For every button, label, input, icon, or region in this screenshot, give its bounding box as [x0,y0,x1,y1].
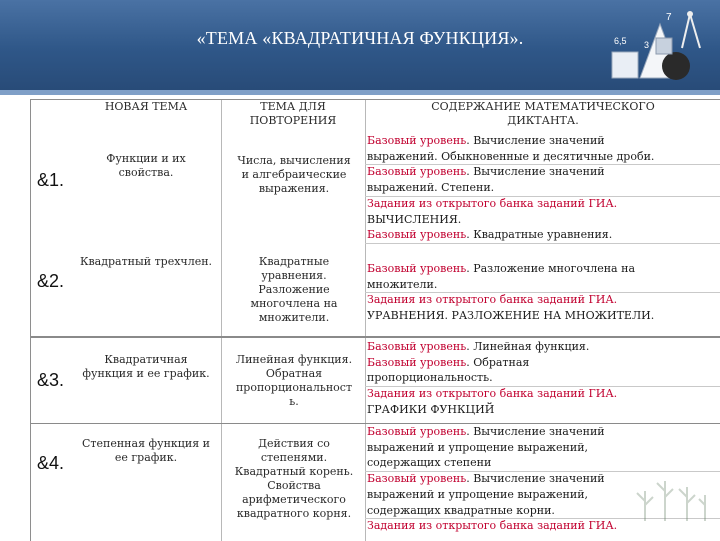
column-divider [365,100,366,541]
topics-table [30,99,720,541]
new-topic-cell: Функции и их свойства. [106,152,186,179]
sub-divider [365,292,720,293]
review-topic-cell: Линейная функция. Обратная пропорциональност ь. [235,353,353,408]
content-cell: Базовый уровень. Разложение многочлена на множители. Задания из открытого банка заданий ГИА. УРАВНЕНИЯ. РАЗЛОЖЕНИЕ НА МНОЖИТЕЛИ. [367,262,655,323]
review-topic-cell: Числа, вычисления и алгебраические выражения. [237,154,351,195]
art-label-c: 3 [644,40,650,50]
geometry-tools-icon [610,4,706,88]
sub-divider [365,196,720,197]
new-topic-cell: Квадратный трехчлен. [79,255,213,268]
title-banner [0,0,720,90]
content-cell: Базовый уровень. Вычисление значений выражений и упрощение выражений, содержащих степени Базовый уровень. Вычисление значений выражений и упрощение выражений, содержащих квадратные корни. Задания из открытого банка заданий ГИА. [367,425,618,533]
content-cell: Базовый уровень. Линейная функция. Базовый уровень. Обратная пропорциональность. Задания из открытого банка заданий ГИА. ГРАФИКИ ФУНКЦИЙ [367,340,618,416]
art-label-a: 7 [666,12,672,23]
column-divider [221,100,222,541]
review-topic-cell: Квадратные уравнения. Разложение многочлена на множители. [250,255,338,324]
sub-divider [365,243,720,244]
row-marker: &1. [37,170,65,190]
review-topic-cell: Действия со степенями. Квадратный корень. Свойства арифметического квадратного корня. [234,437,354,520]
art-label-b: 6,5 [614,36,627,46]
header-review-topic: ТЕМА ДЛЯ ПОВТОРЕНИЯ [249,100,337,127]
row-divider [31,336,720,337]
new-topic-cell: Степенная функция и ее график. [82,437,210,464]
decorative-plants-icon [635,461,715,521]
content-cell: Базовый уровень. Вычисление значений выражений. Обыкновенные и десятичные дроби. Базовый уровень. Вычисление значений выражений. Степени. Задания из открытого банка заданий ГИА. ВЫЧИСЛЕНИЯ. Базовый уровень. Квадратные уравнения. [367,134,655,242]
header-content: СОДЕРЖАНИЕ МАТЕМАТИЧЕСКОГО ДИКТАНТА. [431,100,655,127]
row-marker: &4. [37,453,65,473]
sub-divider [365,386,720,387]
row-marker: &2. [37,271,65,291]
sub-divider [365,164,720,165]
header-new-topic: НОВАЯ ТЕМА [104,100,188,113]
row-divider [31,337,720,338]
header-divider [0,90,720,95]
new-topic-cell: Квадратичная функция и ее график. [82,353,210,380]
row-marker: &3. [37,370,65,390]
page-title: «ТЕМА «КВАДРАТИЧНАЯ ФУНКЦИЯ». [196,28,524,48]
